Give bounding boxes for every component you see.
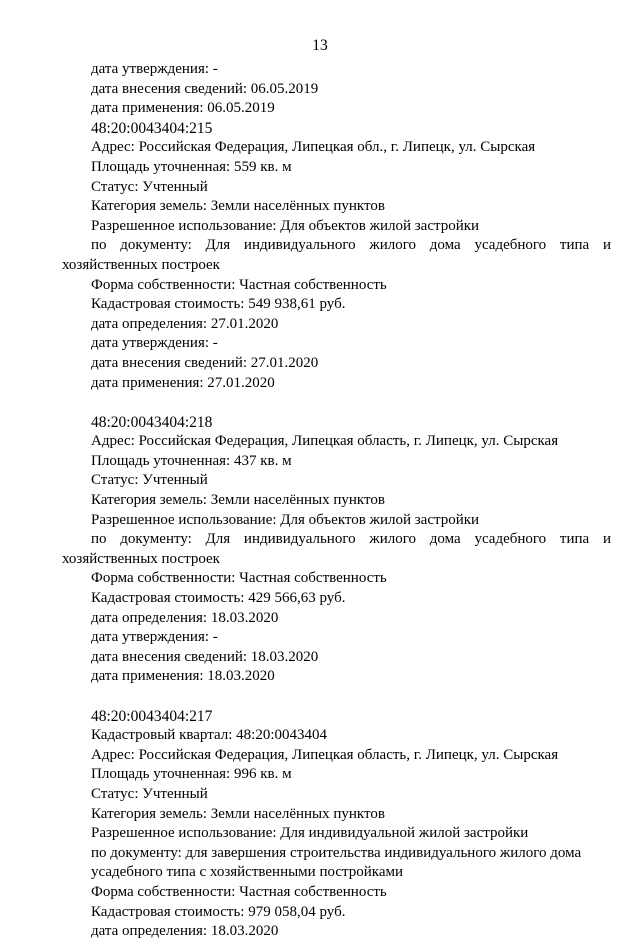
entry-date: дата внесения сведений: 06.05.2019 [91, 80, 319, 97]
permitted-use: Разрешенное использование: Для объектов жилой застройки [91, 511, 480, 528]
permitted-use: Разрешенное использование: Для индивидуальной жилой застройки [91, 825, 529, 842]
determination-date: дата определения: 18.03.2020 [91, 609, 279, 626]
approval-date: дата утверждения: - [91, 629, 218, 646]
land-category: Категория земель: Земли населённых пунктов [91, 492, 385, 509]
by-document-line-2: усадебного типа с хозяйственными постройками [91, 864, 404, 881]
address: Адрес: Российская Федерация, Липецкая обл., г. Липецк, ул. Сырская [91, 139, 536, 156]
cadastral-value: Кадастровая стоимость: 979 058,04 руб. [91, 903, 346, 920]
ownership: Форма собственности: Частная собственность [91, 570, 387, 587]
cadastral-quarter: Кадастровый квартал: 48:20:0043404 [91, 727, 327, 744]
spacer [62, 687, 611, 707]
status: Статус: Учтенный [91, 785, 208, 802]
determination-date: дата определения: 27.01.2020 [91, 315, 279, 332]
ownership: Форма собственности: Частная собственность [91, 276, 387, 293]
page-number: 13 [312, 37, 328, 54]
by-document: по документу: Для индивидуального жилого дома усадебного типа и хозяйственных построек [62, 531, 611, 567]
cadastral-number: 48:20:0043404:215 [91, 119, 213, 137]
approval-date: дата утверждения: - [91, 335, 218, 352]
land-category: Категория земель: Земли населённых пунктов [91, 198, 385, 215]
cadastral-value: Кадастровая стоимость: 429 566,63 руб. [91, 590, 346, 607]
document-body [62, 60, 611, 942]
spacer [62, 393, 611, 413]
cadastral-value: Кадастровая стоимость: 549 938,61 руб. [91, 296, 346, 313]
entry-date: дата внесения сведений: 18.03.2020 [91, 648, 319, 665]
land-category: Категория земель: Земли населённых пунктов [91, 805, 385, 822]
area: Площадь уточненная: 996 кв. м [91, 766, 292, 783]
cadastral-number: 48:20:0043404:218 [91, 413, 213, 431]
ownership: Форма собственности: Частная собственность [91, 883, 387, 900]
cadastral-number: 48:20:0043404:217 [91, 707, 213, 725]
application-date: дата применения: 27.01.2020 [91, 374, 275, 391]
approval-date: дата утверждения: - [91, 61, 218, 77]
by-document-line-1: по документу: для завершения строительства индивидуального жилого дома [91, 844, 582, 861]
address: Адрес: Российская Федерация, Липецкая область, г. Липецк, ул. Сырская [91, 433, 559, 450]
area: Площадь уточненная: 559 кв. м [91, 158, 292, 175]
entry-date: дата внесения сведений: 27.01.2020 [91, 354, 319, 371]
by-document: по документу: Для индивидуального жилого дома усадебного типа и хозяйственных построек [62, 237, 611, 273]
status: Статус: Учтенный [91, 472, 208, 489]
area: Площадь уточненная: 437 кв. м [91, 452, 292, 469]
application-date: дата применения: 18.03.2020 [91, 668, 275, 685]
determination-date: дата определения: 18.03.2020 [91, 923, 279, 940]
address: Адрес: Российская Федерация, Липецкая область, г. Липецк, ул. Сырская [91, 746, 559, 763]
application-date: дата применения: 06.05.2019 [91, 100, 275, 117]
permitted-use: Разрешенное использование: Для объектов жилой застройки [91, 217, 480, 234]
status: Статус: Учтенный [91, 178, 208, 195]
